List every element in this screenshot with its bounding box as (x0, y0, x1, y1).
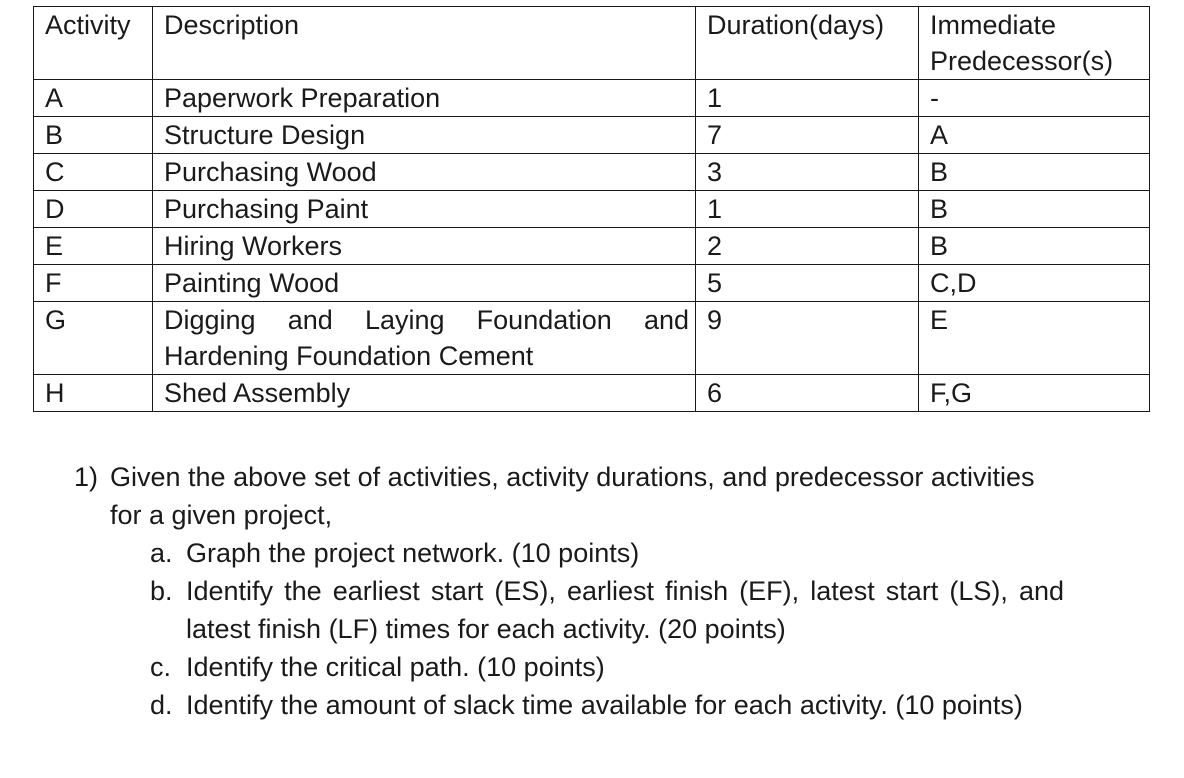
table-row (34, 375, 1150, 412)
cell-predecessors: F,G (919, 375, 1150, 412)
cell-description: Purchasing Wood (153, 154, 696, 191)
cell-duration: 7 (696, 117, 919, 154)
part-text: Identify the critical path. (10 points) (186, 652, 605, 682)
cell-description: Paperwork Preparation (153, 80, 696, 117)
table-row (34, 154, 1150, 191)
cell-activity: A (34, 80, 153, 117)
question-text: Given the above set of activities, activity durations, and predecessor activities for a given project, (110, 462, 1035, 530)
part-letter: c. (150, 652, 172, 682)
cell-predecessors: C,D (919, 265, 1150, 302)
header-activity: Activity (34, 7, 153, 80)
table-row (34, 302, 1150, 375)
part-text: Identify the amount of slack time available for each activity. (10 points) (186, 690, 1023, 720)
table-row (34, 191, 1150, 228)
cell-description: Structure Design (153, 117, 696, 154)
cell-duration: 5 (696, 265, 919, 302)
question-part-d (150, 686, 1064, 724)
cell-description: Digging and Laying Foundation and Hardening Foundation Cement (153, 302, 696, 375)
part-text: Identify the earliest start (ES), earliest finish (EF), latest start (LS), and latest finish (LF) times for each activity. (20 points) (186, 576, 1064, 644)
cell-activity: G (34, 302, 153, 375)
cell-activity: E (34, 228, 153, 265)
activity-table (33, 6, 1150, 412)
header-predecessors: Immediate Predecessor(s) (919, 7, 1150, 80)
part-text: Graph the project network. (10 points) (186, 538, 640, 568)
cell-duration: 1 (696, 191, 919, 228)
cell-activity: B (34, 117, 153, 154)
cell-duration: 9 (696, 302, 919, 375)
cell-activity: C (34, 154, 153, 191)
part-letter: a. (150, 538, 173, 568)
part-letter: d. (150, 690, 173, 720)
cell-description: Hiring Workers (153, 228, 696, 265)
table-header-row (34, 7, 1150, 80)
header-description: Description (153, 7, 696, 80)
table-row (34, 80, 1150, 117)
cell-description: Painting Wood (153, 265, 696, 302)
question-parts (150, 534, 1064, 724)
cell-predecessors: B (919, 228, 1150, 265)
cell-duration: 3 (696, 154, 919, 191)
header-duration: Duration(days) (696, 7, 919, 80)
cell-duration: 1 (696, 80, 919, 117)
cell-duration: 2 (696, 228, 919, 265)
cell-predecessors: A (919, 117, 1150, 154)
question-part-b (150, 572, 1064, 648)
cell-description: Purchasing Paint (153, 191, 696, 228)
question-block (74, 458, 1064, 724)
question-part-a (150, 534, 1064, 572)
part-letter: b. (150, 576, 173, 606)
cell-activity: F (34, 265, 153, 302)
cell-duration: 6 (696, 375, 919, 412)
cell-predecessors: B (919, 191, 1150, 228)
cell-predecessors: B (919, 154, 1150, 191)
question-number: 1) (74, 462, 99, 492)
cell-activity: H (34, 375, 153, 412)
cell-description: Shed Assembly (153, 375, 696, 412)
table-row (34, 117, 1150, 154)
cell-predecessors: - (919, 80, 1150, 117)
table-row (34, 265, 1150, 302)
cell-predecessors: E (919, 302, 1150, 375)
table-row (34, 228, 1150, 265)
question-body (110, 458, 1064, 724)
question-1 (74, 458, 1064, 724)
question-part-c (150, 648, 1064, 686)
cell-activity: D (34, 191, 153, 228)
